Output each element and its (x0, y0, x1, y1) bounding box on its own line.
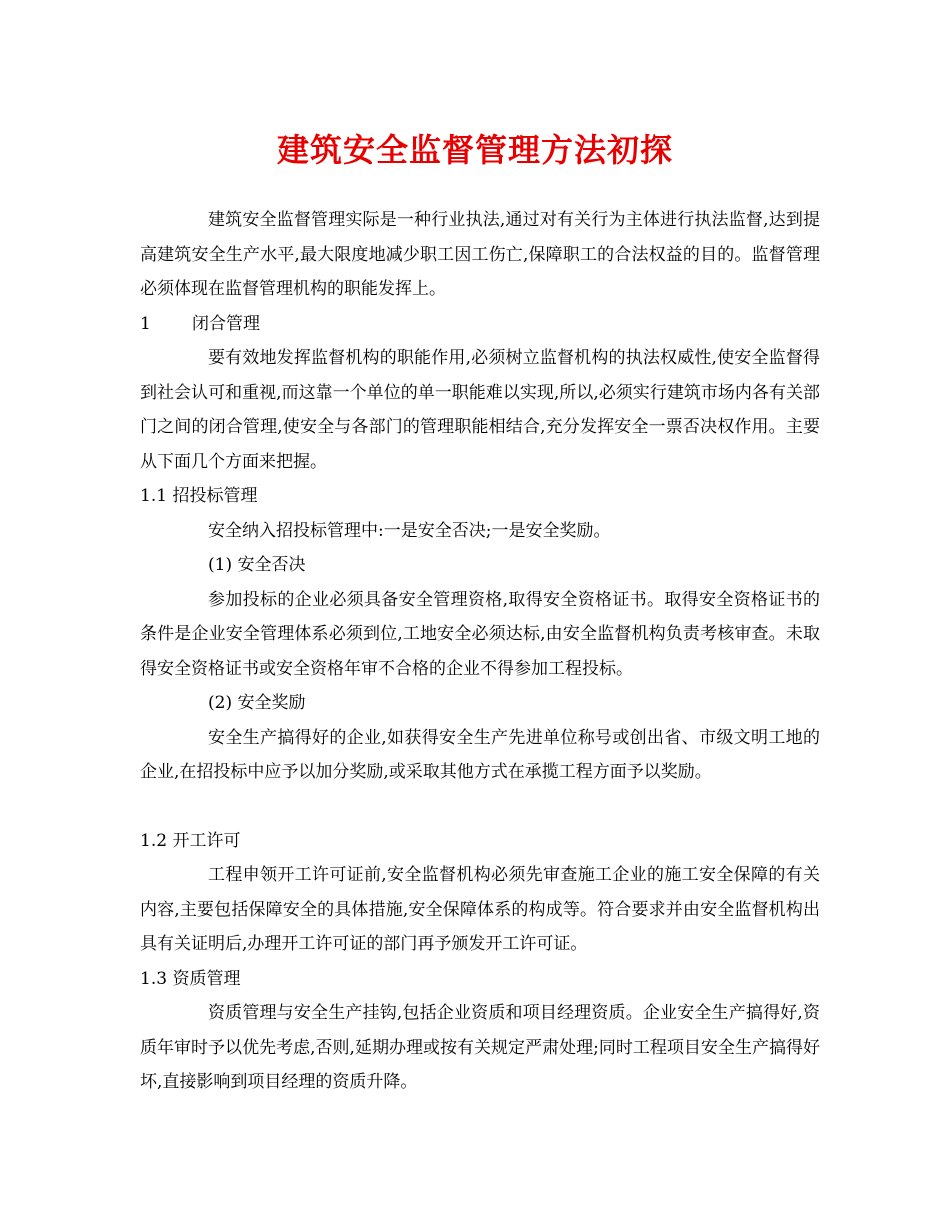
section-1-1-paragraph: 安全纳入招投标管理中:一是安全否决;一是安全奖励。 (208, 520, 611, 541)
section-1-2-heading: 1.2 开工许可 (140, 830, 241, 851)
section-1-title: 闭合管理 (192, 313, 260, 334)
section-1-number: 1 (140, 313, 151, 334)
section-1-3-heading: 1.3 资质管理 (140, 968, 241, 989)
section-1-heading (140, 307, 820, 342)
section-1-2-paragraph: 工程申领开工许可证前,安全监督机构必须先审查施工企业的施工安全保障的有关内容,主要包括保障安全的具体措施,安全保障体系的构成等。符合要求并由安全监督机构出具有关证明后,办理开工许可证的部门再予颁发开工许可证。 (140, 865, 820, 954)
section-1-1-item-1-label: (1) 安全否决 (208, 555, 306, 575)
document-title: 建筑安全监督管理方法初探 (276, 131, 673, 169)
section-1-1-item-2-paragraph: 安全生产搞得好的企业,如获得安全生产先进单位称号或创出省、市级文明工地的企业,在招投标中应予以加分奖励,或采取其他方式在承揽工程方面予以奖励。 (140, 727, 820, 782)
section-1-1-item-1-paragraph: 参加投标的企业必须具备安全管理资格,取得安全资格证书。取得安全资格证书的条件是企业安全管理体系必须到位,工地安全必须达标,由安全监督机构负责考核审查。未取得安全资格证书或安全资格年审不合格的企业不得参加工程投标。 (140, 589, 820, 679)
intro-paragraph: 建筑安全监督管理实际是一种行业执法,通过对有关行为主体进行执法监督,达到提高建筑安全生产水平,最大限度地减少职工因工伤亡,保障职工的合法权益的目的。监督管理必须体现在监督管理机构的职能发挥上。 (140, 210, 820, 299)
section-1-3-paragraph: 资质管理与安全生产挂钩,包括企业资质和项目经理资质。企业安全生产搞得好,资质年审时予以优先考虑,否则,延期办理或按有关规定严肃处理;同时工程项目安全生产搞得好坏,直接影响到项目经理的资质升降。 (140, 1003, 820, 1092)
section-1-1-heading: 1.1 招投标管理 (140, 486, 258, 506)
section-1-paragraph: 要有效地发挥监督机构的职能作用,必须树立监督机构的执法权威性,使安全监督得到社会认可和重视,而这靠一个单位的单一职能难以实现,所以,必须实行建筑市场内各有关部门之间的闭合管理,使安全与各部门的管理职能相结合,充分发挥安全一票否决权作用。主要从下面几个方面来把握。 (140, 348, 820, 472)
document-body (140, 203, 820, 1100)
section-1-1-item-2-label: (2) 安全奖励 (208, 693, 306, 713)
section-spacer (140, 790, 820, 824)
